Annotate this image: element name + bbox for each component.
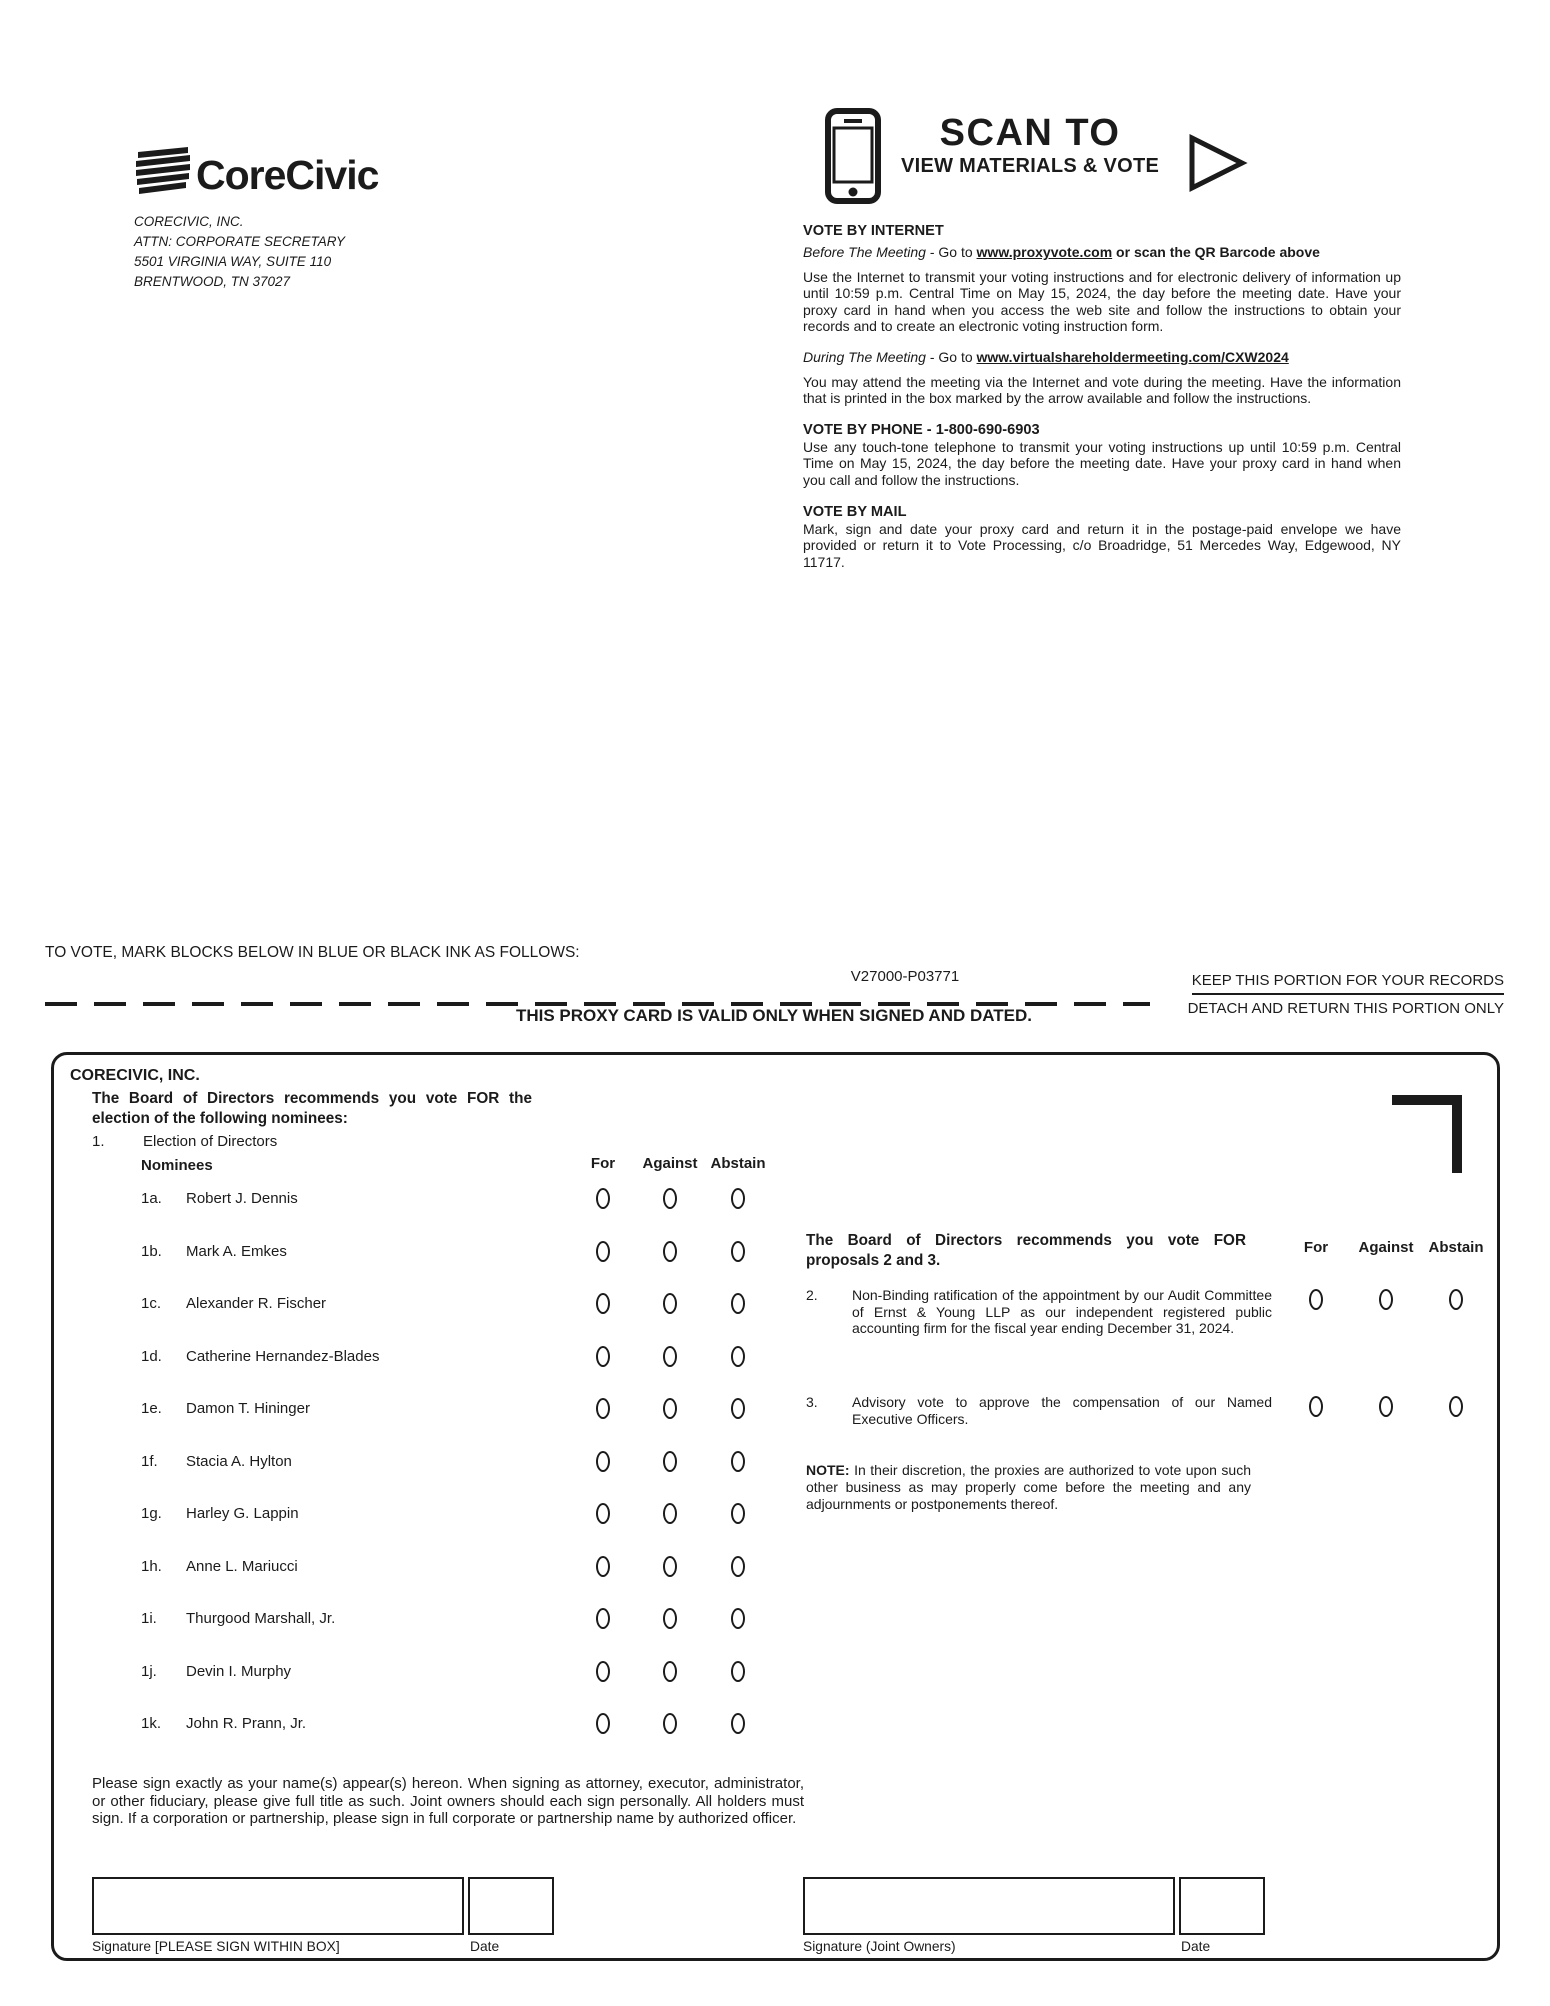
nominee-7-for-oval[interactable] xyxy=(596,1556,610,1577)
vote-mail-paragraph: Mark, sign and date your proxy card and return it in the postage-paid envelope we have provided or return it to Vote Processing, c/o Broadridge, 51 Mercedes Way, Edgewood, NY 11717. xyxy=(803,520,1401,570)
proposal-2-for-oval[interactable] xyxy=(1309,1289,1323,1310)
date-label-primary: Date xyxy=(470,1939,500,1954)
column-header-against: Against xyxy=(642,1155,698,1172)
proposal-3-for-oval[interactable] xyxy=(1309,1396,1323,1417)
proposal-3-abstain-oval[interactable] xyxy=(1449,1396,1463,1417)
nominee-1-against-oval[interactable] xyxy=(663,1241,677,1262)
nominee-4-for-oval[interactable] xyxy=(596,1398,610,1419)
nominee-3-against-oval[interactable] xyxy=(663,1346,677,1367)
nominee-10-for-oval[interactable] xyxy=(596,1713,610,1734)
detach-portion-label: DETACH AND RETURN THIS PORTION ONLY xyxy=(1187,1000,1504,1017)
before-meeting-label: Before The Meeting xyxy=(803,244,926,260)
item1-label: Election of Directors xyxy=(143,1133,278,1150)
valid-when-signed-notice: THIS PROXY CARD IS VALID ONLY WHEN SIGNED AND DATED. xyxy=(515,1006,1033,1025)
nominee-name: Damon T. Hininger xyxy=(186,1400,310,1417)
nominee-number: 1h. xyxy=(141,1557,162,1575)
nominee-2-abstain-oval[interactable] xyxy=(731,1293,745,1314)
nominee-name: Anne L. Mariucci xyxy=(186,1557,298,1575)
during-meeting-paragraph: You may attend the meeting via the Internet and vote during the meeting. Have the information that is printed in the box marked by the arrow available and follow the instructions. xyxy=(803,373,1401,407)
nominee-5-against-oval[interactable] xyxy=(663,1451,677,1472)
proposal-3-text: Advisory vote to approve the compensation of our Named Executive Officers. xyxy=(852,1394,1272,1427)
nominee-row xyxy=(54,1346,1497,1368)
board-recommendation-nominees: The Board of Directors recommends you vote FOR the election of the following nominees: xyxy=(92,1090,532,1127)
arrow-right-icon xyxy=(1184,130,1250,201)
column-header-for-right: For xyxy=(1303,1239,1329,1256)
virtual-meeting-link[interactable]: www.virtualshareholdermeeting.com/CXW2024 xyxy=(976,348,1289,365)
vote-phone-heading: VOTE BY PHONE - 1-800-690-6903 xyxy=(803,421,1040,438)
date-box-joint[interactable] xyxy=(1179,1877,1265,1935)
nominee-number: 1f. xyxy=(141,1452,158,1470)
nominee-9-against-oval[interactable] xyxy=(663,1661,677,1682)
keep-portion-label: KEEP THIS PORTION FOR YOUR RECORDS xyxy=(1192,972,1504,995)
nominee-row xyxy=(54,1556,1497,1578)
note-label: NOTE: xyxy=(806,1462,850,1478)
nominee-row xyxy=(54,1451,1497,1473)
sign-instructions: Please sign exactly as your name(s) appear(s) hereon. When signing as attorney, executor, administrator, or other fiduciary, please give full title as such. Joint owners should each sign personally. All holders must sign. If a corporation or partnership, please sign in full corporate or partnership name by authorized officer. xyxy=(92,1775,804,1827)
company-address xyxy=(134,212,345,292)
address-line: ATTN: CORPORATE SECRETARY xyxy=(134,234,346,249)
proposal-2-number: 2. xyxy=(806,1287,818,1303)
proposal-3-number: 3. xyxy=(806,1394,818,1410)
corner-mark xyxy=(1392,1095,1462,1173)
nominee-name: Devin I. Murphy xyxy=(186,1662,292,1680)
nominee-8-against-oval[interactable] xyxy=(663,1608,677,1629)
signature-box-primary[interactable] xyxy=(92,1877,464,1935)
nominee-2-for-oval[interactable] xyxy=(596,1293,610,1314)
nominee-6-for-oval[interactable] xyxy=(596,1503,610,1524)
nominee-number: 1a. xyxy=(141,1190,162,1207)
nominee-6-abstain-oval[interactable] xyxy=(731,1503,745,1524)
signature-box-joint[interactable] xyxy=(803,1877,1175,1935)
card-company-name: CORECIVIC, INC. xyxy=(70,1067,200,1084)
nominee-1-for-oval[interactable] xyxy=(596,1241,610,1262)
proposal-2-abstain-oval[interactable] xyxy=(1449,1289,1463,1310)
nominee-name: Robert J. Dennis xyxy=(186,1190,298,1207)
nominee-name: Mark A. Emkes xyxy=(186,1242,287,1260)
vote-internet-heading: VOTE BY INTERNET xyxy=(803,223,944,239)
note-block xyxy=(806,1462,1251,1513)
corecivic-logo-text: CoreCivic xyxy=(196,152,379,198)
proposal-2-text: Non-Binding ratification of the appointment by our Audit Committee of Ernst & Young LLP as our independent registered public accounting firm for the fiscal year ending December 31, 2024. xyxy=(852,1287,1272,1337)
nominee-4-against-oval[interactable] xyxy=(663,1398,677,1419)
vote-instructions xyxy=(803,222,1401,570)
nominee-row xyxy=(54,1241,1497,1263)
nominee-0-for-oval[interactable] xyxy=(596,1188,610,1209)
corecivic-logo xyxy=(134,145,378,202)
scan-to-block xyxy=(901,112,1159,178)
during-meeting-goto: - Go to xyxy=(925,348,977,365)
nominees-header: Nominees xyxy=(141,1157,213,1174)
nominee-number: 1d. xyxy=(141,1347,162,1365)
nominee-1-abstain-oval[interactable] xyxy=(731,1241,745,1262)
control-number: V27000-P03771 xyxy=(850,968,960,985)
column-header-abstain-right: Abstain xyxy=(1428,1239,1484,1256)
mark-blocks-instruction: TO VOTE, MARK BLOCKS BELOW IN BLUE OR BLACK INK AS FOLLOWS: xyxy=(45,944,580,961)
address-line: BRENTWOOD, TN 37027 xyxy=(134,274,291,289)
nominee-number: 1e. xyxy=(141,1400,162,1417)
proposal-2-against-oval[interactable] xyxy=(1379,1289,1393,1310)
vote-mail-heading: VOTE BY MAIL xyxy=(803,503,907,520)
column-header-abstain: Abstain xyxy=(710,1155,766,1172)
during-meeting-label: During The Meeting xyxy=(803,348,926,365)
address-line: CORECIVIC, INC. xyxy=(134,214,244,229)
nominee-number: 1g. xyxy=(141,1505,162,1522)
nominee-row xyxy=(54,1188,1497,1210)
nominee-name: Catherine Hernandez-Blades xyxy=(186,1347,380,1365)
nominee-4-abstain-oval[interactable] xyxy=(731,1398,745,1419)
nominee-row xyxy=(54,1713,1497,1735)
nominee-0-against-oval[interactable] xyxy=(663,1188,677,1209)
vote-internet-paragraph: Use the Internet to transmit your voting instructions and for electronic delivery of information up until 10:59 p.m. Central Time on May 15, 2024, the day before the meeting date. Have your proxy card in hand when you access the web site and follow the instructions to obtain your records and to create an electronic voting instruction form. xyxy=(803,268,1401,335)
nominee-0-abstain-oval[interactable] xyxy=(731,1188,745,1209)
nominee-row xyxy=(54,1608,1497,1630)
nominee-name: Harley G. Lappin xyxy=(186,1505,299,1522)
nominee-name: John R. Prann, Jr. xyxy=(186,1715,307,1732)
before-meeting-line xyxy=(803,244,1401,261)
nominee-8-for-oval[interactable] xyxy=(596,1608,610,1629)
before-meeting-goto: - Go to xyxy=(925,244,977,260)
nominee-9-abstain-oval[interactable] xyxy=(731,1661,745,1682)
nominee-row xyxy=(54,1293,1497,1315)
nominee-7-against-oval[interactable] xyxy=(663,1556,677,1577)
nominee-10-abstain-oval[interactable] xyxy=(731,1713,745,1734)
smartphone-icon xyxy=(824,108,882,209)
nominee-number: 1b. xyxy=(141,1242,162,1260)
address-line: 5501 VIRGINIA WAY, SUITE 110 xyxy=(134,254,332,269)
before-meeting-suffix: or scan the QR Barcode above xyxy=(1112,244,1320,260)
during-meeting-line xyxy=(803,349,1401,366)
nominee-5-for-oval[interactable] xyxy=(596,1451,610,1472)
nominee-row xyxy=(54,1661,1497,1683)
scan-to-title: SCAN TO xyxy=(939,112,1121,154)
nominee-2-against-oval[interactable] xyxy=(663,1293,677,1314)
nominee-number: 1j. xyxy=(141,1662,157,1680)
nominee-name: Thurgood Marshall, Jr. xyxy=(186,1610,336,1627)
board-recommendation-proposals: The Board of Directors recommends you vote FOR proposals 2 and 3. xyxy=(806,1232,1246,1269)
nominee-9-for-oval[interactable] xyxy=(596,1661,610,1682)
signature-label-joint: Signature (Joint Owners) xyxy=(803,1939,956,1954)
nominee-name: Stacia A. Hylton xyxy=(186,1452,292,1470)
nominee-row xyxy=(54,1398,1497,1420)
vote-phone-paragraph: Use any touch-tone telephone to transmit your voting instructions up until 10:59 p.m. Central Time on May 15, 2024, the day before the meeting date. Have your proxy card in hand when you call and follow the instructions. xyxy=(803,438,1401,488)
signature-label-primary: Signature [PLEASE SIGN WITHIN BOX] xyxy=(92,1939,340,1954)
nominee-row xyxy=(54,1503,1497,1525)
nominee-3-for-oval[interactable] xyxy=(596,1346,610,1367)
proposal-3-against-oval[interactable] xyxy=(1379,1396,1393,1417)
nominee-6-against-oval[interactable] xyxy=(663,1503,677,1524)
nominee-number: 1i. xyxy=(141,1610,157,1627)
nominee-number: 1k. xyxy=(141,1715,162,1732)
nominee-7-abstain-oval[interactable] xyxy=(731,1556,745,1577)
column-header-for: For xyxy=(590,1155,616,1172)
nominee-number: 1c. xyxy=(141,1295,162,1312)
date-label-joint: Date xyxy=(1181,1939,1211,1954)
proxy-card xyxy=(51,1052,1500,1961)
nominee-8-abstain-oval[interactable] xyxy=(731,1608,745,1629)
scan-to-subtitle: VIEW MATERIALS & VOTE xyxy=(901,155,1160,177)
proxyvote-link[interactable]: www.proxyvote.com xyxy=(976,244,1113,260)
nominee-5-abstain-oval[interactable] xyxy=(731,1451,745,1472)
item1-number: 1. xyxy=(92,1133,105,1150)
date-box-primary[interactable] xyxy=(468,1877,554,1935)
nominee-3-abstain-oval[interactable] xyxy=(731,1346,745,1367)
nominee-name: Alexander R. Fischer xyxy=(186,1295,327,1312)
nominee-10-against-oval[interactable] xyxy=(663,1713,677,1734)
corecivic-logo-icon xyxy=(134,145,192,202)
note-body: In their discretion, the proxies are authorized to vote upon such other business as may properly come before the meeting and any adjournments or postponements thereof. xyxy=(806,1462,1251,1512)
column-header-against-right: Against xyxy=(1358,1239,1414,1256)
